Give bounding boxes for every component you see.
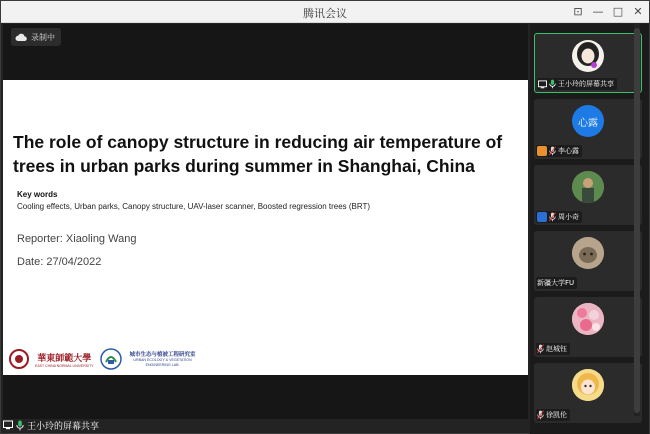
- participant-name: 赵城钰: [546, 345, 567, 353]
- screen-share-indicator[interactable]: [3, 417, 99, 433]
- institution-logos: [9, 348, 198, 370]
- close-button[interactable]: ✕: [633, 5, 643, 18]
- recording-label: 录制中: [31, 32, 55, 42]
- avatar: [572, 40, 604, 72]
- avatar: [572, 171, 604, 203]
- screen-share-icon: [538, 80, 547, 89]
- microphone-muted-icon: [549, 146, 556, 156]
- cartoon-photo-icon: [572, 369, 604, 401]
- participant-tile[interactable]: [534, 363, 642, 423]
- participant-sidebar: [530, 24, 649, 434]
- flowers-photo-icon: [572, 303, 604, 335]
- avatar-initials: 心露: [578, 117, 598, 129]
- participant-name: 徐凯伦: [546, 411, 567, 419]
- microphone-icon: [549, 79, 556, 89]
- lab-chinese-name: 城市生态与植被工程研究室: [129, 352, 196, 358]
- avatar: [572, 303, 604, 335]
- participant-tile[interactable]: [534, 231, 642, 291]
- anime-avatar-icon: [572, 40, 604, 72]
- window-title: 腾讯会议: [303, 7, 347, 20]
- maximize-button[interactable]: □: [612, 5, 624, 18]
- presentation-slide: [3, 80, 528, 375]
- minimize-button[interactable]: —: [592, 5, 604, 18]
- photo-avatar-icon: [572, 171, 604, 203]
- microphone-muted-icon: [537, 344, 544, 354]
- keywords-text: Cooling effects, Urban parks, Canopy structure, UAV-laser scanner, Boosted regression trees (BRT): [17, 202, 371, 211]
- avatar: [572, 369, 604, 401]
- ecnu-seal-icon: [9, 349, 29, 369]
- microphone-muted-icon: [537, 410, 544, 420]
- ecnu-english-name: EAST CHINA NORMAL UNIVERSITY: [35, 363, 94, 368]
- participant-name-tag: [536, 145, 582, 157]
- slide-title: The role of canopy structure in reducing air temperature of trees in urban parks during summer in Shanghai, China: [13, 132, 503, 176]
- participant-name: 王小玲的屏幕共享: [558, 80, 614, 88]
- sidebar-scrollbar[interactable]: [634, 24, 640, 416]
- cloud-icon: [15, 33, 27, 42]
- person-icon: [537, 212, 547, 222]
- participant-name-tag: [536, 211, 582, 223]
- screen-share-icon: [3, 420, 13, 430]
- date-text: Date: 27/04/2022: [17, 256, 102, 268]
- lab-emblem-icon: [100, 348, 122, 370]
- participant-tile[interactable]: [534, 297, 642, 357]
- lab-logo-text: [128, 350, 198, 368]
- ecnu-chinese-name: 華東師範大學: [37, 353, 92, 364]
- participant-tile[interactable]: [534, 99, 642, 159]
- microphone-icon: [16, 420, 24, 431]
- pin-button[interactable]: ⊡: [573, 5, 583, 18]
- participant-tile[interactable]: [534, 165, 642, 225]
- participant-name-tag: [537, 78, 617, 90]
- avatar: [572, 237, 604, 269]
- participant-tile[interactable]: [534, 33, 642, 93]
- participant-name: 李心露: [558, 147, 579, 155]
- reporter-text: Reporter: Xiaoling Wang: [17, 233, 137, 245]
- recording-indicator[interactable]: [11, 28, 61, 46]
- keywords-heading: Key words: [17, 190, 58, 199]
- lab-english-name: URBAN ECOLOGY & VEGETATION ENGINEERING LAB.: [133, 358, 192, 367]
- title-bar: [1, 1, 649, 23]
- participant-name: 周小奇: [558, 213, 579, 221]
- participant-name-tag: [536, 277, 577, 289]
- ecnu-logo-text: [35, 351, 94, 368]
- microphone-muted-icon: [549, 212, 556, 222]
- scrollbar-thumb[interactable]: [634, 28, 640, 413]
- avatar: [572, 105, 604, 137]
- screen-share-label: 王小玲的屏幕共享: [27, 421, 100, 432]
- cat-photo-icon: [572, 237, 604, 269]
- participant-name-tag: [536, 409, 570, 421]
- person-icon: [537, 146, 547, 156]
- participant-name: 新疆大学FU: [537, 279, 575, 287]
- participant-name-tag: [536, 343, 570, 355]
